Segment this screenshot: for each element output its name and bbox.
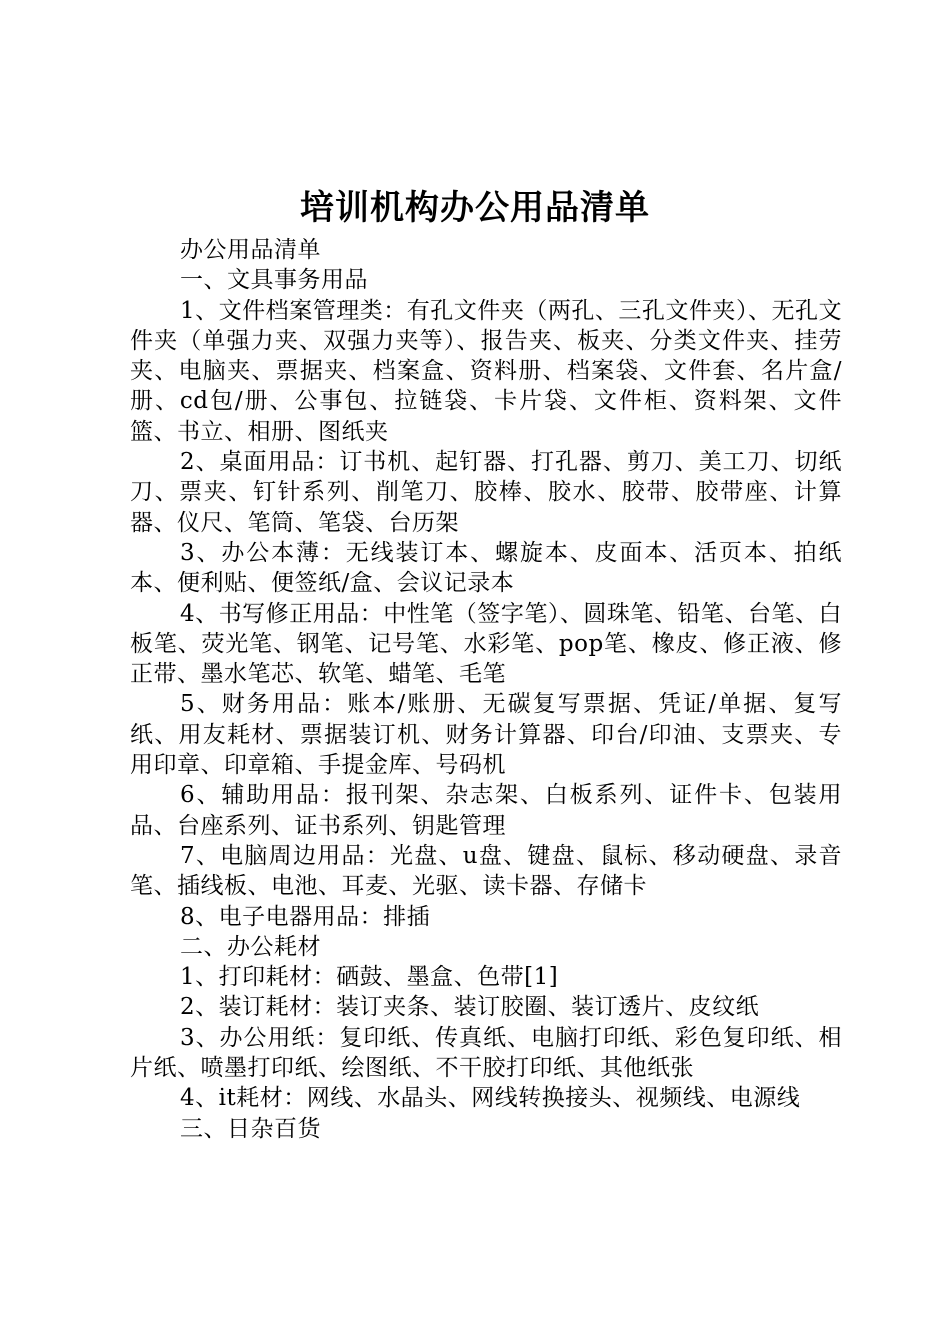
- document-title: 培训机构办公用品清单: [300, 188, 650, 228]
- list-item-notebooks: 3、办公本薄：无线装订本、螺旋本、皮面本、活页本、拍纸本、便利贴、便签纸/盒、会议记录本: [130, 539, 842, 597]
- list-item-file-archive: 1、文件档案管理类：有孔文件夹（两孔、三孔文件夹）、无孔文件夹（单强力夹、双强力夹等）、报告夹、板夹、分类文件夹、挂劳夹、电脑夹、票据夹、档案盒、资料册、档案袋、文件套、名片盒/册、cd包/册、公事包、拉链袋、卡片袋、文件柜、资料架、文件篮、书立、相册、图纸夹: [130, 297, 842, 445]
- document-body: [130, 235, 842, 1144]
- list-item-auxiliary-supplies: 6、辅助用品：报刊架、杂志架、白板系列、证件卡、包装用品、台座系列、证书系列、钥匙管理: [130, 782, 842, 839]
- list-item-office-paper: 3、办公用纸：复印纸、传真纸、电脑打印纸、彩色复印纸、相片纸、喷墨打印纸、绘图纸、不干胶打印纸、其他纸张: [130, 1024, 842, 1082]
- section-heading-consumables: 二、办公耗材: [180, 933, 321, 960]
- list-item-binding-consumables: 2、装订耗材：装订夹条、装订胶圈、装订透片、皮纹纸: [180, 994, 760, 1021]
- list-item-printing-consumables: 1、打印耗材：硒鼓、墨盒、色带[1]: [180, 964, 559, 991]
- section-heading-groceries: 三、日杂百货: [180, 1115, 321, 1142]
- list-item-desk-supplies: 2、桌面用品：订书机、起钉器、打孔器、剪刀、美工刀、切纸刀、票夹、钉针系列、削笔刀、胶棒、胶水、胶带、胶带座、计算器、仪尺、笔筒、笔袋、台历架: [130, 449, 842, 536]
- list-item-finance-supplies: 5、财务用品：账本/账册、无碳复写票据、凭证/单据、复写纸、用友耗材、票据装订机、财务计算器、印台/印油、支票夹、专用印章、印章箱、手提金库、号码机: [130, 691, 842, 779]
- paragraph-heading: 办公用品清单: [180, 237, 321, 263]
- list-item-electrical-supplies: 8、电子电器用品：排插: [180, 903, 431, 930]
- section-heading-stationery: 一、文具事务用品: [180, 267, 368, 294]
- list-item-it-consumables: 4、it耗材：网线、水晶头、网线转换接头、视频线、电源线: [180, 1085, 801, 1112]
- list-item-writing-supplies: 4、书写修正用品：中性笔（签字笔）、圆珠笔、铅笔、台笔、白板笔、荧光笔、钢笔、记号笔、水彩笔、pop笔、橡皮、修正液、修正带、墨水笔芯、软笔、蜡笔、毛笔: [130, 600, 842, 688]
- list-item-computer-peripherals: 7、电脑周边用品：光盘、u盘、键盘、鼠标、移动硬盘、录音笔、插线板、电池、耳麦、光驱、读卡器、存储卡: [130, 842, 842, 900]
